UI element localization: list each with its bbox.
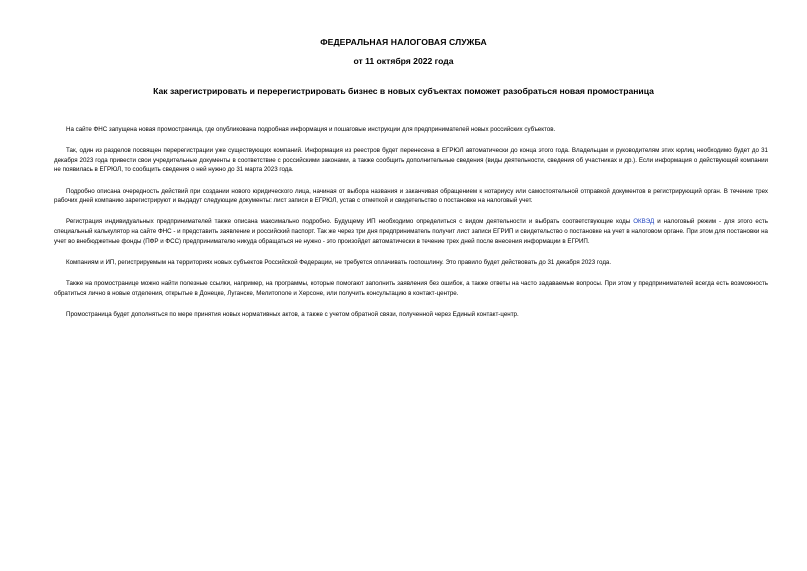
paragraph-4-text-before: Регистрация индивидуальных предпринимателей также описана максимально подробно. Будущему ИП необходимо определиться с видом деятельности и выбрать соответствующие коды — [66, 218, 634, 226]
article-body — [54, 125, 768, 331]
paragraph-7: Промостраница будет дополняться по мере принятия новых нормативных актов, а также с учетом обратной связи, полученной через Единый контакт-центр. — [66, 310, 519, 318]
paragraph-3: Подробно описана очередность действий при создании нового юридического лица, начиная от выбора названия и заканчивая обращением к нотариусу или самостоятельной отправкой документов в регистрирующий орган. В течение трех рабочих дней компанию зарегистрируют и выдадут следующие документы: лист записи в ЕГРЮЛ, устав с отметкой и свидетельство о постановке на налоговый учет. — [54, 187, 768, 205]
okved-link[interactable]: ОКВЭД — [633, 218, 655, 226]
paragraph-2: Так, один из разделов посвящен перерегистрации уже существующих компаний. Информация из реестров будет перенесена в ЕГРЮЛ автоматически до конца этого года. Владельцам и руководителям этих юрлиц необходимо будет до 31 декабря 2023 года привести свои учредительные документы в соответствие с российскими законами, а также сообщить дополнительные сведения (виды деятельности, сведения об участниках и др.). Если информация о действующей компании не появилась в ЕГРЮЛ, то сообщить сведения о ней нужно до 31 марта 2023 года. — [54, 147, 768, 174]
paragraph-4-text-after: и налоговый режим - для этого есть специальный калькулятор на сайте ФНС - и представить заявление и российский паспорт. Так же через три дня предприниматель получит лист записи ЕГРИП и свидетельство о постановке на учет в налоговом органе. При этом для постановки на учет во внебюджетные фонды (ПФР и ФСС) предпринимателю никуда обращаться не нужно - это произойдет автоматически в течение трех дней после внесения информации в ЕГРИП. — [54, 218, 768, 245]
paragraph-1: На сайте ФНС запущена новая промостраница, где опубликована подробная информация и пошаговые инструкции для предпринимателей новых российских субъектов. — [66, 126, 556, 133]
paragraph-4 — [54, 217, 768, 246]
paragraph-6: Также на промостранице можно найти полезные ссылки, например, на программы, которые помогают заполнить заявления без ошибок, а также ответы на часто задаваемые вопросы. При этом у предпринимателей всегда есть возможность обратиться лично в новые отделения, открытые в Донецке, Луганске, Мелитополе и Херсоне, или получить консультацию в контакт-центре. — [54, 279, 768, 297]
organization-name: ФЕДЕРАЛЬНАЯ НАЛОГОВАЯ СЛУЖБА — [320, 37, 487, 47]
document-date: от 11 октября 2022 года — [353, 56, 454, 66]
article-title: Как зарегистрировать и перерегистрировать бизнес в новых субъектах поможет разобраться новая промостраница — [153, 86, 654, 96]
paragraph-5: Компаниям и ИП, регистрируемым на территориях новых субъектов Российской Федерации, не требуется оплачивать госпошлину. Это правило будет действовать до 31 декабря 2023 года. — [66, 258, 612, 266]
